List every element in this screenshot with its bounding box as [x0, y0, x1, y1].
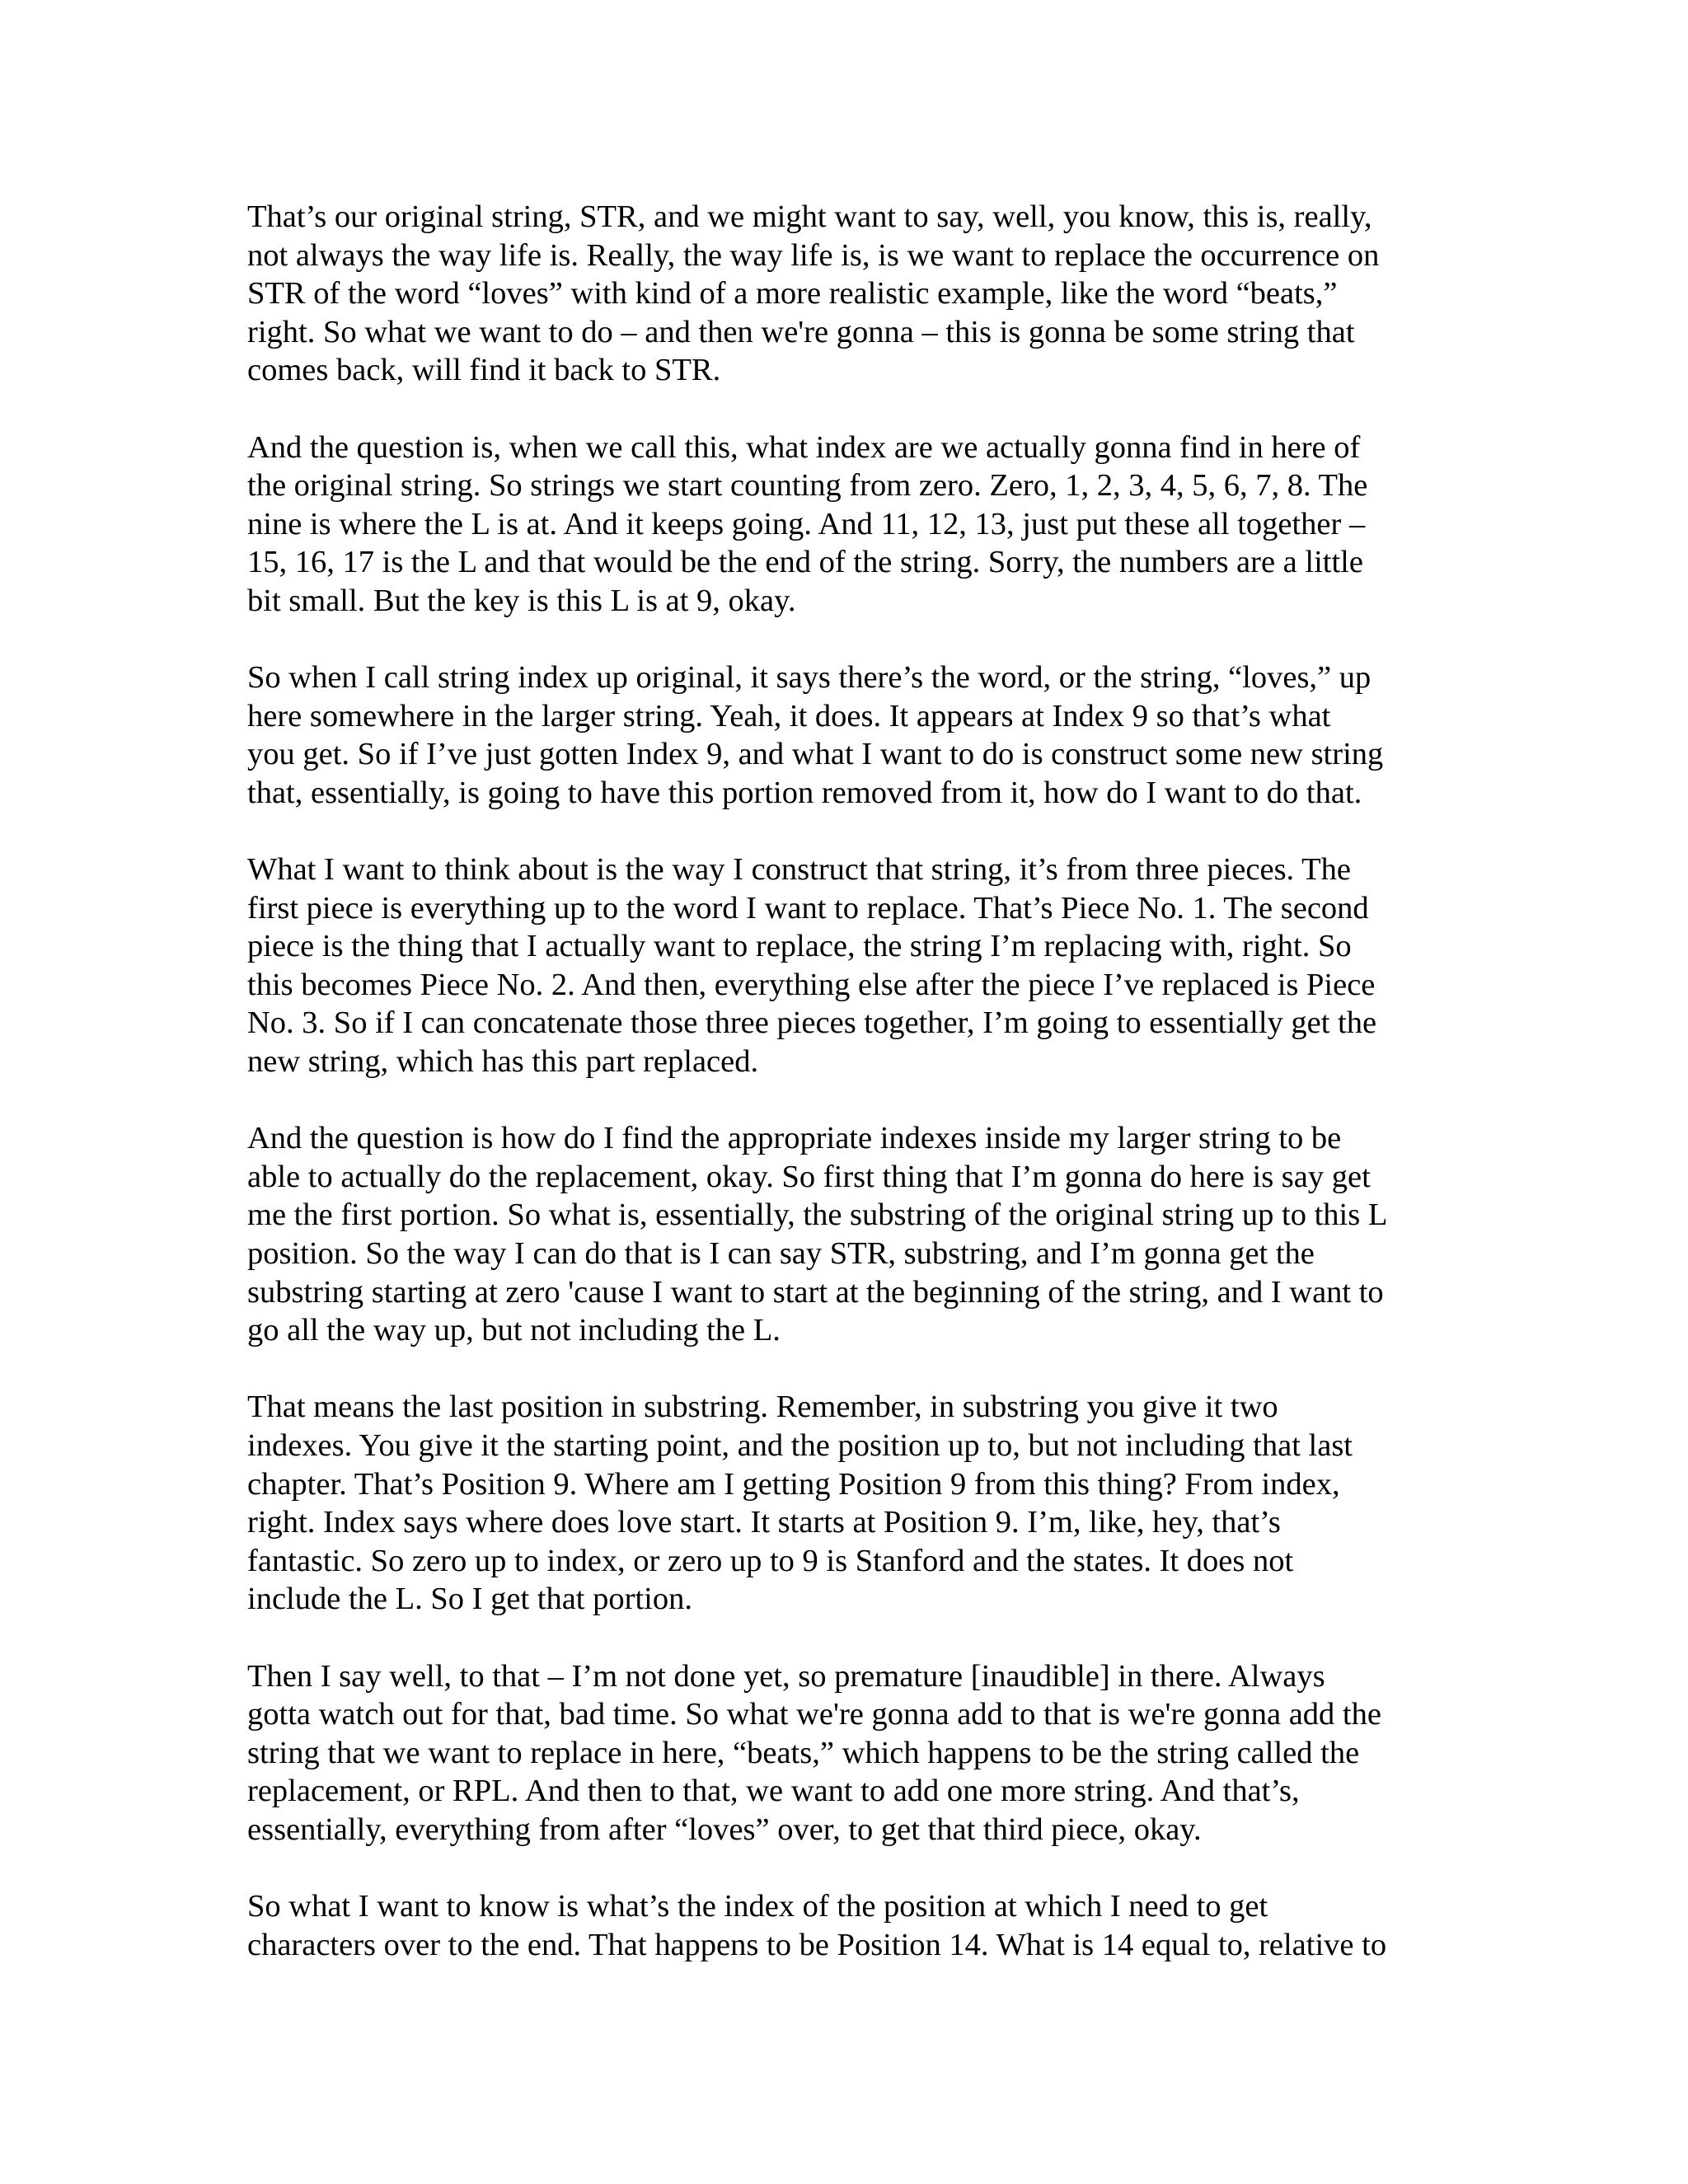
- paragraph-three-pieces: What I want to think about is the way I construct that string, it’s from three pieces. The first piece is everything up to the word I want to replace. That’s Piece No. 1. The second piece is the thing that I actually want to replace, the string I’m replacing with, right. So this becomes Piece No. 2. And then, everything else after the piece I’ve replaced is Piece No. 3. So if I can concatenate those three pieces together, I’m going to essentially get the new string, which has this part replaced.: [247, 852, 1377, 1080]
- paragraph-index-lookup: So when I call string index up original, it says there’s the word, or the string, “loves,” up here somewhere in the larger string. Yeah, it does. It appears at Index 9 so that’s what you get. So if I’ve just gotten Index 9, and what I want to do is construct some new string that, essentially, is going to have this portion removed from it, how do I want to do that.: [247, 660, 1384, 810]
- paragraph-appropriate-indexes: And the question is how do I find the appropriate indexes inside my larger string to be able to actually do the replacement, okay. So first thing that I’m gonna do here is say get me the first portion. So what is, essentially, the substring of the original string up to this L position. So the way I can do that is I can say STR, substring, and I’m gonna get the substring starting at zero 'cause I want to start at the beginning of the string, and I want to go all the way up, but not including the L.: [247, 1121, 1388, 1348]
- paragraph-index-counting: And the question is, when we call this, what index are we actually gonna find in here of the original string. So strings we start counting from zero. Zero, 1, 2, 3, 4, 5, 6, 7, 8. The nine is where the L is at. And it keeps going. And 11, 12, 13, just put these all together – 15, 16, 17 is the L and that would be the end of the string. Sorry, the numbers are a little bit small. But the key is this L is at 9, okay.: [247, 429, 1368, 618]
- paragraph-add-replacement: Then I say well, to that – I’m not done yet, so premature [inaudible] in there. Always gotta watch out for that, bad time. So what we're gonna add to that is we're gonna add the string that we want to replace in here, “beats,” which happens to be the string called the replacement, or RPL. And then to that, we want to add one more string. And that’s, essentially, everything from after “loves” over, to get that third piece, okay.: [247, 1658, 1381, 1847]
- transcript-page: [247, 198, 1444, 2093]
- paragraph-position-14: So what I want to know is what’s the index of the position at which I need to get characters over to the end. That happens to be Position 14. What is 14 equal to, relative to: [247, 1889, 1387, 1962]
- paragraph-substring-positions: That means the last position in substring. Remember, in substring you give it two indexes. You give it the starting point, and the position up to, but not including that last chapter. That’s Position 9. Where am I getting Position 9 from this thing? From index, right. Index says where does love start. It starts at Position 9. I’m, like, hey, that’s fantastic. So zero up to index, or zero up to 9 is Stanford and the states. It does not include the L. So I get that portion.: [247, 1390, 1353, 1617]
- paragraph-original-string: That’s our original string, STR, and we might want to say, well, you know, this is, really, not always the way life is. Really, the way life is, is we want to replace the occurrence on STR of the word “loves” with kind of a more realistic example, like the word “beats,” right. So what we want to do – and then we're gonna – this is gonna be some string that comes back, will find it back to STR.: [247, 199, 1380, 388]
